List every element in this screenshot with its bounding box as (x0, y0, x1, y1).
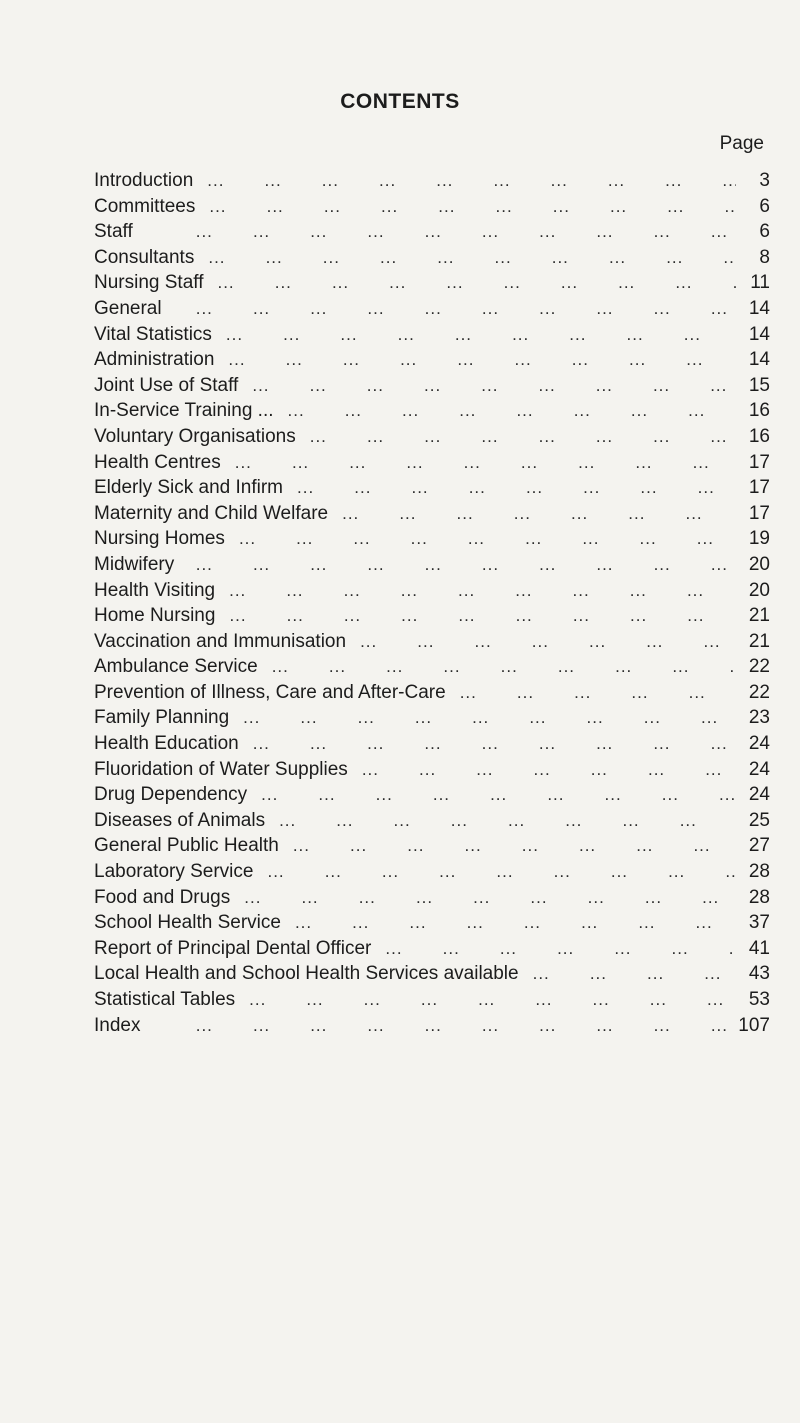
dot-leader (371, 936, 736, 962)
toc-entry-page-number: 15 (748, 374, 770, 396)
toc-entry-page-number: 3 (759, 170, 770, 191)
toc-entry-page-number: 20 (748, 579, 770, 601)
toc-entry (94, 885, 770, 911)
toc-entry-label: Consultants (94, 246, 195, 268)
dot-leader (230, 885, 736, 911)
toc-entry-page-number: 23 (748, 707, 770, 729)
toc-entry-label: Health Education (94, 733, 239, 755)
toc-entry (94, 833, 770, 859)
toc-entry (94, 936, 770, 962)
toc-entry-label: General Public Health (94, 835, 279, 857)
dot-leader (253, 859, 736, 885)
toc-entry-page-number: 53 (748, 989, 770, 1010)
toc-entry-label: Nursing Homes (94, 528, 225, 550)
toc-entry-label: Index (94, 1014, 141, 1036)
dot-leader (174, 552, 736, 578)
toc-entry-label: Health Centres (94, 451, 221, 473)
toc-entry (94, 270, 770, 296)
toc-entry-label: Drug Dependency (94, 784, 248, 806)
dot-leader (279, 833, 736, 859)
toc-entry-page-number: 20 (748, 553, 770, 575)
toc-entry-page-number: 22 (748, 681, 770, 703)
toc-entry (94, 961, 770, 987)
dot-leader (328, 501, 736, 527)
toc-entry (94, 629, 770, 655)
page-column-header: Page (719, 133, 764, 154)
toc-entry-page-number: 6 (759, 221, 770, 243)
toc-entry-label: Health Visiting (94, 579, 216, 601)
toc-entry-label: Midwifery (94, 553, 175, 575)
toc-entry-label: Vaccination and Immunisation (94, 630, 347, 652)
dot-leader (346, 629, 736, 655)
toc-entry-page-number: 11 (750, 272, 770, 294)
toc-entry (94, 782, 770, 808)
toc-entry-label: Ambulance Service (94, 656, 258, 678)
toc-entry (94, 578, 770, 604)
toc-entry (94, 424, 770, 450)
dot-leader (225, 526, 736, 552)
toc-entry (94, 450, 770, 476)
dot-leader (195, 194, 736, 220)
toc-entry-page-number: 37 (748, 912, 770, 934)
toc-entry (94, 475, 770, 501)
toc-entry (94, 347, 770, 373)
toc-entry (94, 705, 770, 731)
toc-entry-label: Voluntary Organisations (94, 425, 296, 447)
toc-entry-label: Maternity and Child Welfare (94, 502, 329, 524)
dot-leader (247, 782, 736, 808)
toc-entry-label: Introduction (94, 170, 194, 191)
dot-leader (133, 219, 736, 245)
dot-leader (239, 731, 736, 757)
toc-entry (94, 245, 770, 271)
toc-entry-label: Report of Principal Dental Officer (94, 937, 372, 959)
toc-entry (94, 398, 770, 424)
dot-leader (519, 961, 736, 987)
toc-entry (94, 194, 770, 220)
toc-entry-label: Diseases of Animals (94, 809, 266, 831)
toc-entry-page-number: 27 (748, 835, 770, 857)
toc-entry-label: School Health Service (94, 912, 281, 934)
toc-entry-label: Administration (94, 349, 215, 371)
toc-entry-page-number: 43 (748, 963, 770, 985)
toc-entry (94, 168, 770, 194)
toc-entry (94, 654, 770, 680)
toc-entry (94, 757, 770, 783)
dot-leader (258, 654, 736, 680)
toc-entry-page-number: 6 (759, 195, 770, 217)
toc-entry-page-number: 14 (748, 349, 770, 371)
toc-entry (94, 731, 770, 757)
toc-entry-page-number: 8 (759, 246, 770, 268)
dot-leader (162, 296, 736, 322)
dot-leader (194, 245, 736, 271)
dot-leader (214, 347, 736, 373)
toc-entry-page-number: 25 (748, 809, 770, 831)
dot-leader (203, 270, 736, 296)
toc-entry-label: Joint Use of Staff (94, 374, 239, 396)
toc-entry-label: Committees (94, 195, 196, 217)
dot-leader (446, 680, 736, 706)
toc-entry-label: Elderly Sick and Infirm (94, 477, 284, 499)
toc-entry-page-number: 22 (748, 656, 770, 678)
dot-leader (229, 705, 736, 731)
toc-entry-label: Fluoridation of Water Supplies (94, 758, 348, 780)
toc-entry-page-number: 16 (748, 425, 770, 447)
toc-entry (94, 859, 770, 885)
toc-entry (94, 603, 770, 629)
toc-entry-label: Vital Statistics (94, 323, 212, 345)
toc-entry-label: Local Health and School Health Services available (94, 963, 519, 985)
toc-entry-page-number: 16 (748, 400, 770, 422)
dot-leader (212, 322, 736, 348)
toc-entry-label: General (94, 297, 162, 319)
dot-leader (265, 808, 736, 834)
dot-leader (281, 910, 736, 936)
toc-entry-label: Laboratory Service (94, 861, 254, 883)
dot-leader (215, 603, 736, 629)
toc-entry (94, 680, 770, 706)
toc-entry-label: Food and Drugs (94, 886, 231, 908)
toc-entry-page-number: 107 (738, 1014, 770, 1036)
toc-entry (94, 552, 770, 578)
toc-entry (94, 910, 770, 936)
dot-leader (238, 373, 736, 399)
dot-leader (283, 475, 736, 501)
toc-entry (94, 501, 770, 527)
toc-entry (94, 373, 770, 399)
toc-entry (94, 219, 770, 245)
toc-entry-page-number: 24 (748, 733, 770, 755)
toc-entry (94, 1013, 770, 1039)
toc-entry-page-number: 17 (748, 477, 770, 499)
toc-entry (94, 526, 770, 552)
toc-entry-page-number: 14 (748, 297, 770, 319)
toc-entry-page-number: 24 (748, 784, 770, 806)
toc-entry-label: In-Service Training ... (94, 400, 274, 422)
toc-entry-label: Statistical Tables (94, 989, 236, 1010)
toc-entry-page-number: 21 (748, 605, 770, 627)
toc-entry (94, 296, 770, 322)
toc-entry-page-number: 28 (748, 861, 770, 883)
dot-leader (215, 578, 736, 604)
table-of-contents (94, 168, 770, 1038)
toc-entry-page-number: 24 (748, 758, 770, 780)
dot-leader (235, 987, 736, 1013)
page-title: CONTENTS (340, 90, 460, 113)
dot-leader (193, 168, 736, 194)
dot-leader (274, 398, 736, 424)
toc-entry (94, 987, 770, 1013)
toc-entry-label: Family Planning (94, 707, 230, 729)
toc-entry (94, 808, 770, 834)
dot-leader (296, 424, 736, 450)
toc-entry-page-number: 28 (748, 886, 770, 908)
toc-entry-page-number: 14 (748, 323, 770, 345)
dot-leader (348, 757, 736, 783)
toc-entry-label: Home Nursing (94, 605, 216, 627)
dot-leader (140, 1013, 736, 1039)
toc-entry-label: Nursing Staff (94, 272, 204, 294)
toc-entry-label: Prevention of Illness, Care and After-Care (94, 681, 446, 703)
toc-entry-page-number: 17 (748, 451, 770, 473)
toc-entry-label: Staff (94, 221, 133, 243)
toc-entry-page-number: 19 (748, 528, 770, 550)
toc-entry-page-number: 21 (748, 630, 770, 652)
toc-entry-page-number: 41 (748, 937, 770, 959)
dot-leader (221, 450, 736, 476)
toc-entry-page-number: 17 (748, 502, 770, 524)
toc-entry (94, 322, 770, 348)
